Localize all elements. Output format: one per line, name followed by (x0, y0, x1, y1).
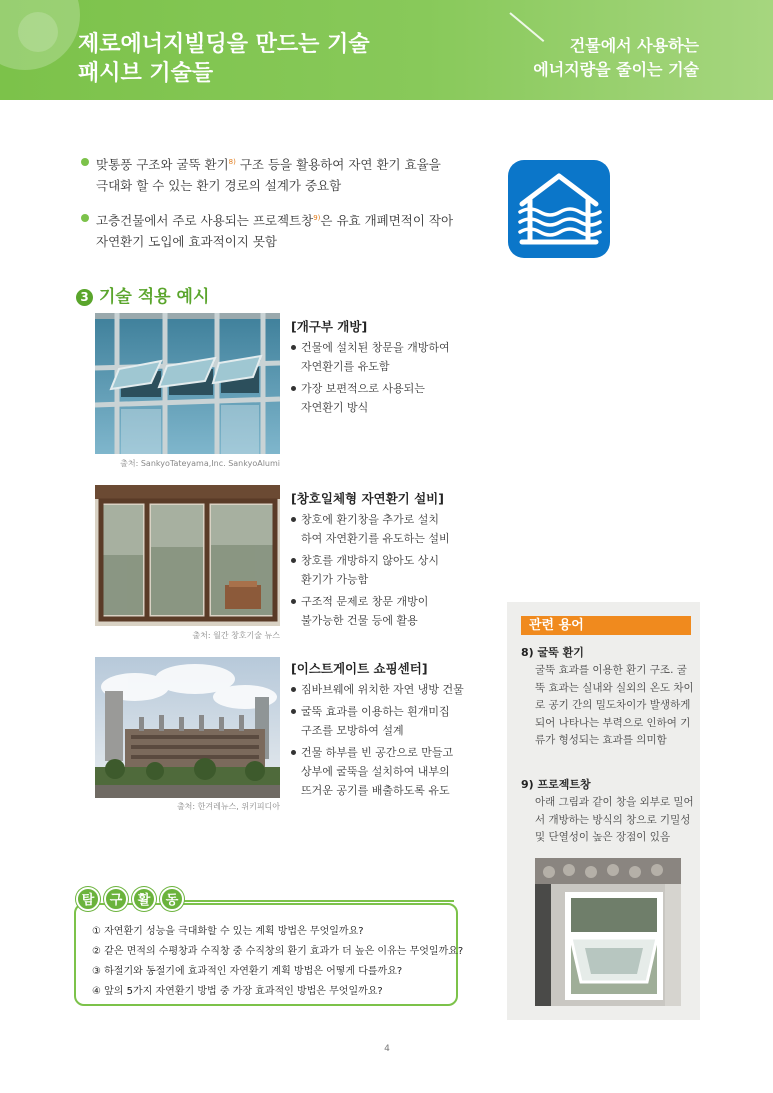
example-item: 짐바브웨에 위치한 자연 냉방 건물 (291, 680, 481, 699)
project-window-photo (535, 858, 681, 1006)
bullet-dot (291, 517, 296, 522)
example-list (291, 510, 469, 633)
bullet-dot (291, 709, 296, 714)
activity-badge: 동 (160, 887, 184, 911)
bullet-dot (81, 158, 89, 166)
example-title: [개구부 개방] (291, 319, 368, 334)
decorative-circle (18, 12, 58, 52)
page-number: 4 (384, 1044, 390, 1054)
example-item: 구조적 문제로 창문 개방이 불가능한 건물 등에 활용 (291, 592, 469, 630)
bullet-dot (291, 558, 296, 563)
bullet-dot (291, 345, 296, 350)
activity-question: ① 자연환기 성능을 극대화할 수 있는 계획 방법은 무엇일까요? (92, 926, 364, 937)
page-subtitle: 건물에서 사용하는 에너지량을 줄이는 기술 (533, 36, 699, 79)
term-description: 아래 그림과 같이 창을 외부로 밀어서 개방하는 방식의 창으로 기밀성 및 단열성이 높은 장점이 있음 (535, 796, 694, 843)
section-title: 3 기술 적용 예시 (76, 282, 209, 307)
intro-bullet: 맞통풍 구조와 굴뚝 환기$^{8)}$ 구조 등을 활용하여 자연 환기 효율을 극대화 할 수 있는 환기 경로의 설계가 중요함 (80, 152, 480, 196)
example-list (291, 338, 469, 420)
activity-question: ④ 앞의 5가지 자연환기 방법 중 가장 효과적인 방법은 무엇일까요? (92, 986, 383, 997)
activity-badge: 탐 (76, 887, 100, 911)
example-item: 가장 보편적으로 사용되는 자연환기 방식 (291, 379, 469, 417)
intro-bullet: 고층건물에서 주로 사용되는 프로젝트창$^{9)}$은 유효 개폐면적이 작아 자연환기 도입에 효과적이지 못함 (80, 208, 480, 252)
term-title: 9) 프로젝트창 (521, 778, 591, 791)
example-item: 창호를 개방하지 않아도 상시 환기가 가능함 (291, 551, 469, 589)
example-item: 건물 하부를 빈 공간으로 만들고 상부에 굴뚝을 설치하여 내부의 뜨거운 공기를 배출하도록 유도 (291, 743, 481, 800)
activity-badges (76, 887, 188, 911)
eastgate-building-photo (95, 657, 280, 798)
bullet-dot (291, 750, 296, 755)
page-title: 제로에너지빌딩을 만드는 기술 패시브 기술들 (78, 32, 370, 86)
example-item: 건물에 설치된 창문을 개방하여 자연환기를 유도함 (291, 338, 469, 376)
term-description: 굴뚝 효과를 이용한 환기 구조. 굴뚝 효과는 실내와 실외의 온도 차이로 공기 간의 밀도차이가 발생하게 되어 나타나는 부력으로 인하여 기류가 형성되는 효과를 의미함 (535, 664, 694, 746)
term-title: 8) 굴뚝 환기 (521, 646, 584, 659)
example-title: [이스트게이트 쇼핑센터] (291, 661, 428, 676)
photo-credit: 출처: SankyoTateyama,Inc. SankyoAlumi (120, 459, 280, 468)
activity-badge: 구 (104, 887, 128, 911)
activity-questions (92, 922, 464, 1002)
awning-window-photo (95, 313, 280, 454)
divider (184, 900, 454, 902)
header-banner (0, 0, 773, 100)
activity-badge: 활 (132, 887, 156, 911)
example-list (291, 680, 481, 803)
ventilation-house-icon (508, 160, 610, 258)
activity-question: ③ 하절기와 동절기에 효과적인 자연환기 계획 방법은 어떻게 다를까요? (92, 966, 403, 977)
example-item: 창호에 환기창을 추가로 설치 하여 자연환기를 유도하는 설비 (291, 510, 469, 548)
bullet-dot (291, 599, 296, 604)
photo-credit: 출처: 월간 창호기술 뉴스 (192, 631, 280, 640)
bullet-dot (291, 386, 296, 391)
example-title: [창호일체형 자연환기 설비] (291, 491, 444, 506)
activity-question: ② 같은 면적의 수평창과 수직창 중 수직창의 환기 효과가 더 높은 이유는 무엇일까요? (92, 946, 464, 957)
photo-credit: 출처: 한겨레뉴스, 위키피디아 (176, 802, 280, 811)
window-ventilation-photo (95, 485, 280, 626)
intro-bullets (80, 152, 480, 264)
section-number: 3 (76, 289, 93, 306)
related-terms-sidebar (507, 602, 700, 1020)
bullet-dot (81, 214, 89, 222)
bullet-dot (291, 687, 296, 692)
example-item: 굴뚝 효과를 이용하는 흰개미집 구조를 모방하여 설계 (291, 702, 481, 740)
sidebar-heading: 관련 용어 (521, 616, 691, 635)
